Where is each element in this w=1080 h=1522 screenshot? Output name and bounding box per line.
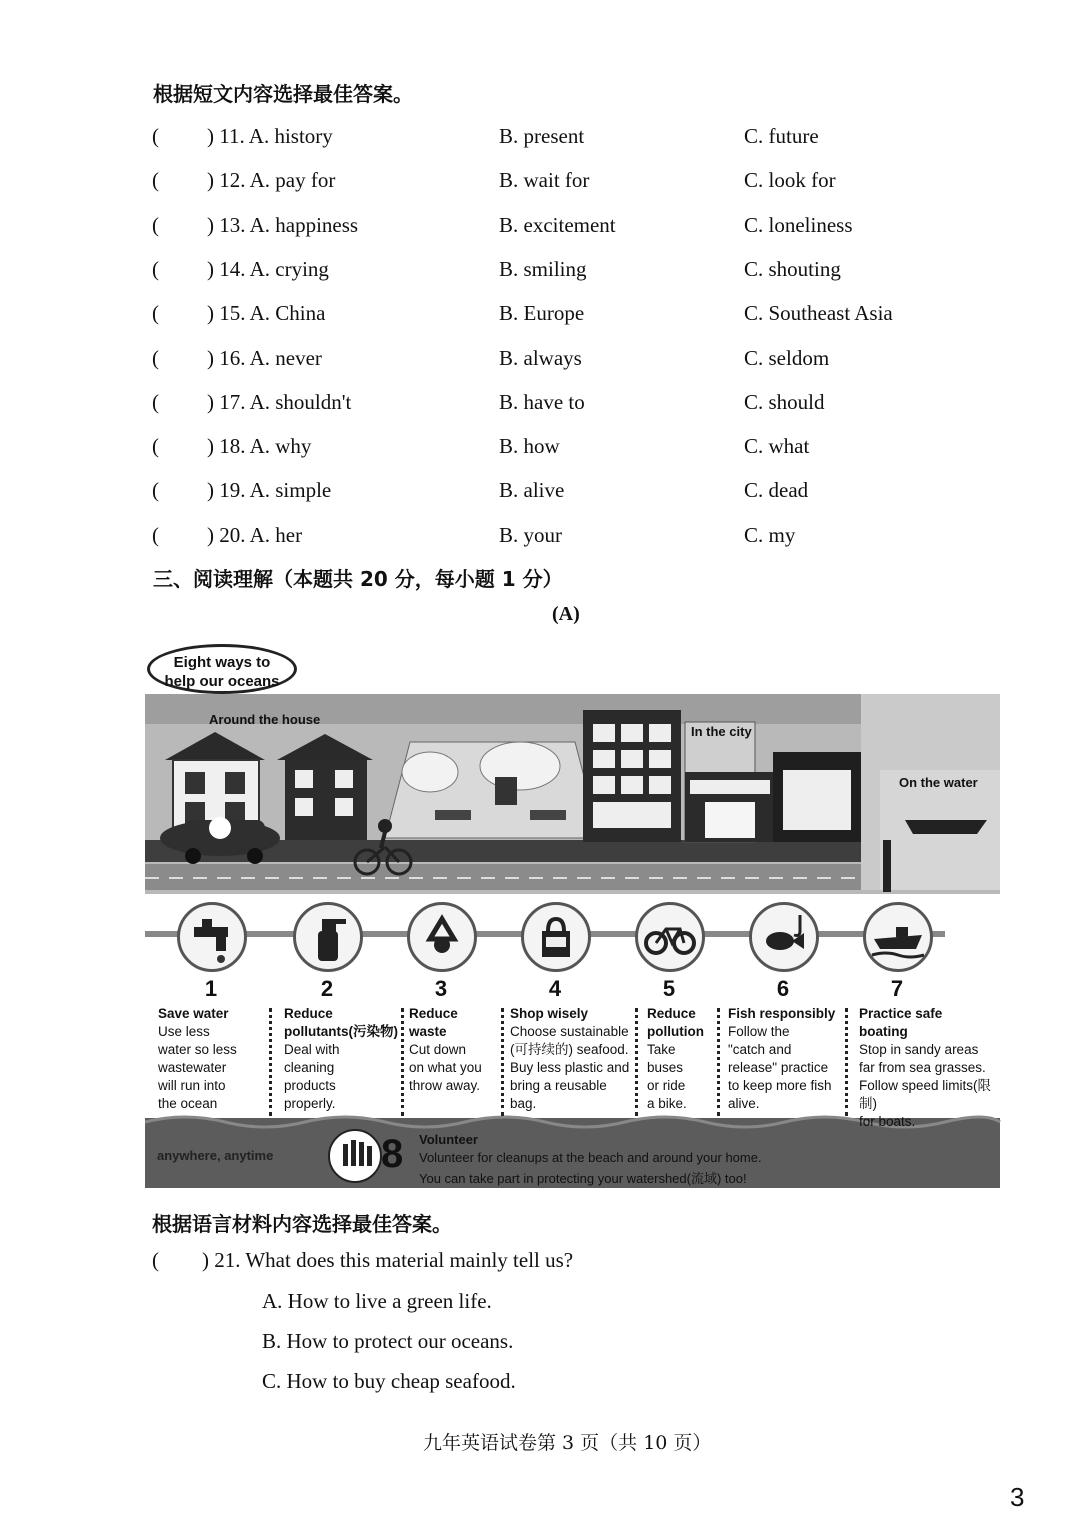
question-row [0,478,1080,518]
step-number: 7 [890,976,904,1001]
volunteer-title: Volunteer [419,1132,478,1147]
option-c: C. should [744,389,825,414]
option-a: ) 17. A. shouldn't [207,389,352,414]
instruction-heading-2: 根据语言材料内容选择最佳答案。 [152,1212,452,1236]
step-description: Follow the "catch and release" practice to keep more fish alive. [728,1024,832,1111]
question-row [0,390,1080,430]
step-number: 4 [548,976,562,1001]
option-c: C. shouting [744,256,841,281]
q21-option-a: A. How to live a green life. [262,1289,492,1313]
answer-blank: ( [152,522,159,547]
question-row [0,523,1080,563]
step-block [284,1005,398,1113]
option-b: B. your [499,522,562,547]
option-a: ) 11. A. history [207,124,333,148]
option-a: ) 15. A. China [207,301,326,326]
volunteer-line2: You can take part in protecting your watershed(流域) too! [419,1171,747,1186]
volunteer-line1: Volunteer for cleanups at the beach and around your home. [419,1150,762,1165]
page-footer: 九年英语试卷第 3 页（共 10 页） [423,1432,712,1454]
ocean-poster [145,642,1005,1190]
question-row [0,301,1080,341]
option-a: ) 19. A. simple [207,478,332,503]
answer-blank: ( [152,301,159,326]
step-description: Choose sustainable (可持续的) seafood. Buy less plastic and bring a reusable bag. [510,1024,630,1111]
on-water-label: On the water [899,775,978,790]
question-row [0,213,1080,253]
option-b: B. Europe [499,301,585,326]
option-a: ) 14. A. crying [207,256,329,281]
step-description: Take buses or ride a bike. [647,1042,687,1111]
fish-hook-icon [749,902,819,972]
step-block [510,1005,629,1113]
passage-label: (A) [552,603,580,625]
step-number: 6 [776,976,790,1001]
q21-option-c: C. How to buy cheap seafood. [262,1369,516,1393]
poster-title [147,644,297,694]
step-title: Reduce pollutants(污染物) [284,1006,398,1039]
step-title: Shop wisely [510,1006,589,1021]
question-row [0,434,1080,474]
step-description: Use less water so less wastewater will run into the ocean [158,1024,237,1111]
step-title: Reduce pollution [647,1006,704,1039]
answer-blank: ( [152,168,159,193]
step-block [859,1005,1005,1131]
step-number: 5 [662,976,676,1001]
answer-blank: ( [152,124,159,148]
option-a: ) 20. A. her [207,522,303,547]
step-number: 2 [320,976,334,1001]
option-c: C. look for [744,168,836,193]
option-b: B. alive [499,478,565,503]
option-b: B. have to [499,389,585,414]
step-title: Reduce waste [409,1006,458,1039]
answer-blank: ( [152,212,159,237]
recycle-icon [407,902,477,972]
anywhere-label: anywhere, anytime [157,1148,274,1163]
answer-blank: ( [152,256,159,281]
shopping-bag-icon [521,902,591,972]
q21-stem: ) 21. What does this material mainly tell us? [202,1248,574,1272]
answer-blank: ( [152,345,159,370]
q21-option-b: B. How to protect our oceans. [262,1329,514,1353]
step-title: Fish responsibly [728,1006,836,1021]
poster-title-line1: Eight ways to [173,654,271,671]
step-block [728,1005,835,1113]
option-b: B. smiling [499,256,587,281]
step-number: 1 [204,976,218,1001]
option-c: C. Southeast Asia [744,301,893,326]
step-block [409,1005,482,1095]
answer-blank: ( [152,434,159,459]
spray-bottle-icon [293,902,363,972]
option-b: B. excitement [499,212,616,237]
answer-blank: ( [152,478,159,503]
step-title: Save water [158,1006,229,1021]
question-row [0,168,1080,208]
option-b: B. wait for [499,168,590,193]
option-c: C. loneliness [744,212,853,237]
q21-paren: ( [152,1248,159,1272]
option-c: C. dead [744,478,809,503]
step-description: Cut down on what you throw away. [409,1042,482,1093]
page-number: 3 [1010,1482,1025,1512]
step-block [158,1005,237,1113]
option-c: C. my [744,522,796,547]
option-c: C. future [744,124,819,148]
option-b: B. always [499,345,582,370]
option-a: ) 16. A. never [207,345,322,370]
step-8-number: 8 [381,1132,404,1176]
answer-blank: ( [152,389,159,414]
poster-title-line2: help our oceans [164,673,280,690]
option-c: C. what [744,434,810,459]
option-b: B. how [499,434,560,459]
bike-icon [635,902,705,972]
question-row [0,346,1080,386]
option-a: ) 12. A. pay for [207,168,336,193]
instruction-heading: 根据短文内容选择最佳答案。 [153,82,413,106]
option-a: ) 18. A. why [207,434,312,459]
question-row [0,257,1080,297]
step-title: Practice safe boating [859,1006,943,1039]
step-description: Stop in sandy areas far from sea grasses. Follow speed limits(限制) for boats. [859,1042,992,1129]
section-heading: 三、阅读理解（本题共 20 分，每小题 1 分） [153,567,563,591]
around-house-label: Around the house [209,712,321,727]
step-block [647,1005,704,1113]
speedboat-icon [863,902,933,972]
option-a: ) 13. A. happiness [207,212,359,237]
in-city-label: In the city [691,724,752,739]
boat [905,820,987,834]
step-description: Deal with cleaning products properly. [284,1042,340,1111]
option-c: C. seldom [744,345,830,370]
step-number: 3 [434,976,448,1001]
faucet-icon [177,902,247,972]
question-row [0,124,1080,164]
option-b: B. present [499,124,585,148]
